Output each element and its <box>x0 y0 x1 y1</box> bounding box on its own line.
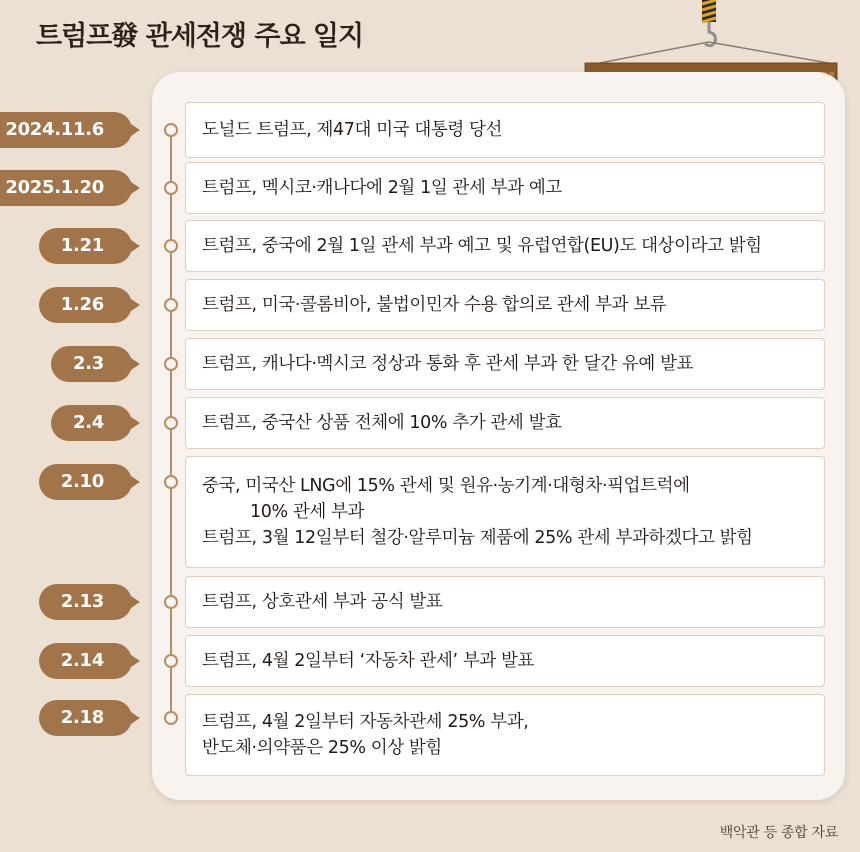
event-text: 트럼프, 상호관세 부과 공식 발표 <box>202 592 443 612</box>
timeline-dot <box>164 123 178 137</box>
date-badge: 2.14 <box>39 643 132 679</box>
event-box <box>185 456 825 568</box>
event-text: 10% 관세 부과 <box>250 502 365 522</box>
timeline-row <box>0 102 860 158</box>
timeline-dot <box>164 357 178 371</box>
event-text: 트럼프, 미국·콜롬비아, 불법이민자 수용 합의로 관세 부과 보류 <box>202 295 667 315</box>
date-badge: 2.4 <box>51 405 132 441</box>
event-text: 중국, 미국산 LNG에 15% 관세 및 원유·농기계·대형차·픽업트럭에 <box>202 476 690 496</box>
timeline-row <box>0 456 860 568</box>
timeline-dot <box>164 595 178 609</box>
event-text: 트럼프, 중국에 2월 1일 관세 부과 예고 및 유럽연합(EU)도 대상이라고 밝힘 <box>202 236 762 256</box>
date-badge: 2.13 <box>39 584 132 620</box>
event-box <box>185 694 825 776</box>
event-box <box>185 162 825 214</box>
timeline-dot <box>164 239 178 253</box>
event-text: 트럼프, 캐나다·멕시코 정상과 통화 후 관세 부과 한 달간 유예 발표 <box>202 354 694 374</box>
event-box <box>185 635 825 687</box>
event-box <box>185 338 825 390</box>
timeline-row <box>0 397 860 449</box>
date-badge: 2025.1.20 <box>0 170 132 206</box>
timeline-row <box>0 338 860 390</box>
event-box <box>185 279 825 331</box>
source-credit: 백악관 등 종합 자료 <box>719 825 838 841</box>
event-text: 트럼프, 중국산 상품 전체에 10% 추가 관세 발효 <box>202 413 562 433</box>
date-badge: 2.18 <box>39 700 132 736</box>
timeline-dot <box>164 416 178 430</box>
date-badge: 1.21 <box>39 228 132 264</box>
event-text: 반도체·의약품은 25% 이상 밝힘 <box>202 738 442 758</box>
crane-hook-icon <box>594 0 834 64</box>
timeline-dot <box>164 181 178 195</box>
event-text: 트럼프, 4월 2일부터 ‘자동차 관세’ 부과 발표 <box>202 651 535 671</box>
date-badge: 2.10 <box>39 464 132 500</box>
timeline-row <box>0 635 860 687</box>
date-badge: 1.26 <box>39 287 132 323</box>
event-box <box>185 397 825 449</box>
event-text: 트럼프, 3월 12일부터 철강·알루미늄 제품에 25% 관세 부과하겠다고 밝힘 <box>202 528 753 548</box>
date-badge: 2.3 <box>51 346 132 382</box>
timeline-dot <box>164 654 178 668</box>
timeline-row <box>0 162 860 214</box>
event-text: 도널드 트럼프, 제47대 미국 대통령 당선 <box>202 120 503 140</box>
timeline-row <box>0 576 860 628</box>
timeline-dot <box>164 711 178 725</box>
timeline-row <box>0 279 860 331</box>
event-box <box>185 102 825 158</box>
timeline-row <box>0 694 860 776</box>
timeline-row <box>0 220 860 272</box>
timeline-dot <box>164 298 178 312</box>
page-title: 트럼프發 관세전쟁 주요 일지 <box>36 21 364 52</box>
event-text: 트럼프, 멕시코·캐나다에 2월 1일 관세 부과 예고 <box>202 178 562 198</box>
date-badge: 2024.11.6 <box>0 112 132 148</box>
event-box <box>185 576 825 628</box>
timeline-dot <box>164 475 178 489</box>
event-box <box>185 220 825 272</box>
event-text: 트럼프, 4월 2일부터 자동차관세 25% 부과, <box>202 712 529 732</box>
